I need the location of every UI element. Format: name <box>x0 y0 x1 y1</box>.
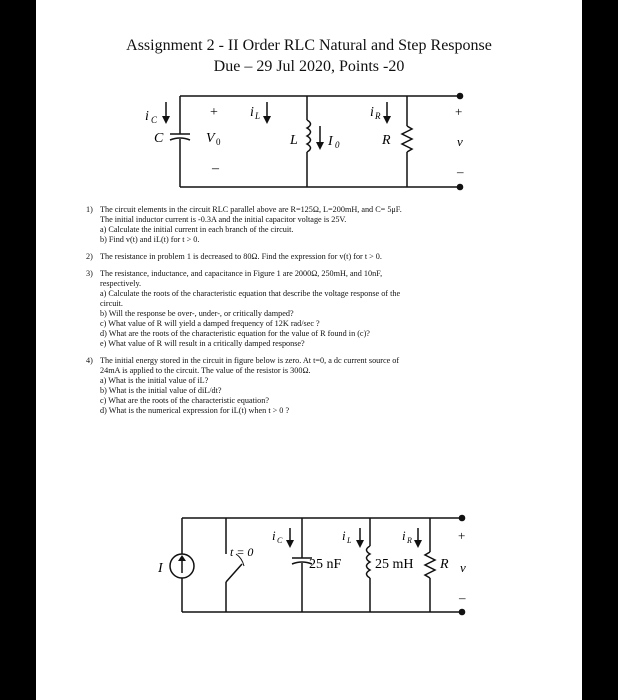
il-label-2: i <box>342 528 346 543</box>
ic-label-2: i <box>272 528 276 543</box>
question-line: c) What are the roots of the characteristic equation? <box>100 396 269 405</box>
i0-label: I <box>328 134 333 149</box>
rlc-parallel-circuit <box>132 90 482 194</box>
assignment-subtitle: Due – 29 Jul 2020, Points -20 <box>213 58 405 75</box>
question-line: b) What is the initial value of diL/dt? <box>100 386 222 395</box>
resistor-label-2: R <box>440 557 449 572</box>
question-number: 3) <box>86 269 93 278</box>
il-sub: L <box>255 111 261 121</box>
document-page <box>36 0 582 700</box>
step-response-circuit <box>142 510 482 620</box>
v0-plus: + <box>210 105 218 120</box>
v-minus-2: – <box>459 590 466 605</box>
source-label: I <box>158 561 163 576</box>
question-line: 24mA is applied to the circuit. The value of the resistor is 300Ω. <box>100 366 311 375</box>
il-label: i <box>250 105 254 120</box>
capacitor-value: 25 nF <box>309 557 342 572</box>
question-number: 4) <box>86 356 93 365</box>
question-number: 1) <box>86 205 93 214</box>
switch-label: t = 0 <box>230 545 254 559</box>
question-line: a) Calculate the initial current in each branch of the circuit. <box>100 225 294 234</box>
question-line: The resistance in problem 1 is decreased to 80Ω. Find the expression for v(t) for t > 0. <box>100 252 382 261</box>
question-line: a) Calculate the roots of the characteristic equation that describe the voltage response of the <box>100 289 401 298</box>
question-line: c) What value of R will yield a damped frequency of 12K rad/sec ? <box>100 319 320 328</box>
ir-label: i <box>370 105 374 120</box>
question-line: The initial energy stored in the circuit in figure below is zero. At t=0, a dc current source of <box>100 356 400 365</box>
question-line: The circuit elements in the circuit RLC parallel above are R=125Ω, L=200mH, and C= 5μF. <box>100 205 402 214</box>
question-line: e) What value of R will result in a critically damped response? <box>100 339 305 348</box>
question-line: The initial inductor current is -0.3A and the initial capacitor voltage is 25V. <box>100 215 347 224</box>
question-1 <box>86 205 566 245</box>
question-line: b) Find v(t) and iL(t) for t > 0. <box>100 235 200 244</box>
question-line: The resistance, inductance, and capacitance in Figure 1 are 2000Ω, 250mH, and 10nF, <box>100 269 383 278</box>
v-label: v <box>457 134 463 149</box>
ir-label-2: i <box>402 528 406 543</box>
ic-label: i <box>145 109 149 124</box>
question-line: d) What are the roots of the characteristic equation for the value of R found in (c)? <box>100 329 370 338</box>
v0-sub: 0 <box>216 137 221 147</box>
capacitor-label: C <box>154 131 164 146</box>
questions-section <box>86 205 566 423</box>
v-minus: – <box>457 164 464 179</box>
question-line: a) What is the initial value of iL? <box>100 376 209 385</box>
assignment-title: Assignment 2 - II Order RLC Natural and Step Response <box>126 37 492 54</box>
resistor-label: R <box>382 133 391 148</box>
ic-sub-2: C <box>277 536 283 545</box>
ir-sub: R <box>375 111 381 121</box>
inductor-value: 25 mH <box>375 557 414 572</box>
question-number: 2) <box>86 252 93 261</box>
i0-sub: 0 <box>335 140 340 150</box>
question-4 <box>86 356 566 416</box>
question-line: circuit. <box>100 299 123 308</box>
question-line: b) Will the response be over-, under-, or critically damped? <box>100 309 294 318</box>
v0-label: V <box>206 131 215 146</box>
question-line: d) What is the numerical expression for iL(t) when t > 0 ? <box>100 406 290 415</box>
v-label-2: v <box>460 560 466 575</box>
v0-minus: – <box>212 161 219 176</box>
inductor-label: L <box>290 133 298 148</box>
il-sub-2: L <box>347 536 352 545</box>
ir-sub-2: R <box>407 536 412 545</box>
ic-sub: C <box>151 115 158 125</box>
v-plus-2: + <box>458 528 466 543</box>
question-2 <box>86 252 566 262</box>
question-3 <box>86 269 566 349</box>
v-plus: + <box>455 104 463 119</box>
question-line: respectively. <box>100 279 142 288</box>
